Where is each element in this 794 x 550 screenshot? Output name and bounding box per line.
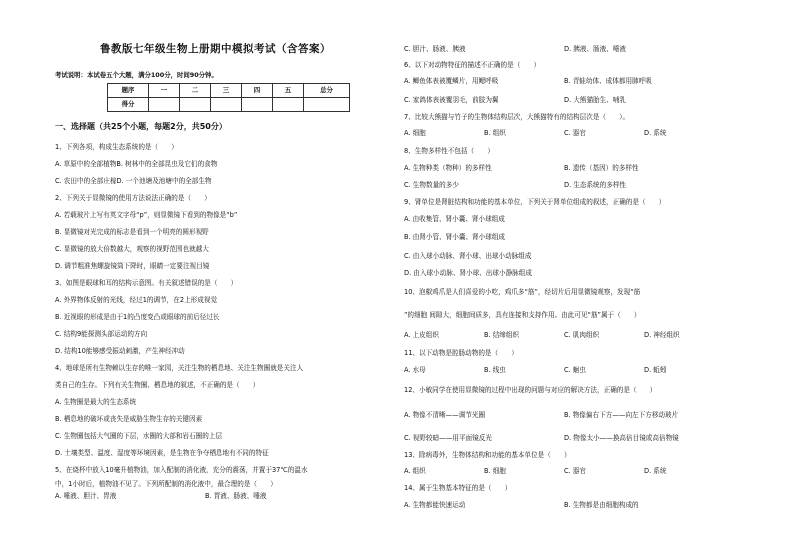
question-line: A. 由收集管、肾小囊、肾小球组成	[404, 215, 505, 223]
score-cell[interactable]	[242, 98, 273, 112]
q8-option-b: B. 遗传（基因）的多样性	[564, 164, 639, 172]
score-row-label: 得分	[108, 98, 149, 112]
score-cell[interactable]	[211, 98, 242, 112]
q13-option-c: C. 器官	[564, 467, 586, 475]
q5-option-a: A. 唾液、胆汁、胃液	[55, 492, 117, 500]
question-line: 类自己的生存。下列有关生物圈、栖息地的叙述，不正确的是（ ）	[55, 381, 260, 389]
question-line: 14、属于生物基本特征的是（ ）	[404, 484, 512, 492]
question-line: 5、在烧杯中放入10毫升植物油，加入配制的消化液，充分的震荡，并置于37℃的温水	[55, 466, 308, 474]
q12-option-b: B. 物像偏右下方——向左下方移动玻片	[564, 411, 679, 419]
question-line: 10、泡椒鸡爪是人们喜爱的小吃，鸡爪多“筋”，经切片后用显微镜观察，发现“筋	[404, 288, 641, 296]
question-line: 1、下列各项，构成生态系统的是（ ）	[55, 143, 178, 151]
q12-option-d: D. 物像太小——换高倍目镜或高倍物镜	[564, 434, 679, 442]
question-line: C. 视野较暗——用平面镜反光	[404, 434, 492, 442]
q5-option-c: C. 胆汁、肠液、胰液	[404, 45, 466, 53]
q7-option-c: C. 器官	[564, 129, 586, 137]
question-line: C. 家鸽体表被覆羽毛，前肢为翼	[404, 96, 499, 104]
score-header-cell: 四	[242, 84, 273, 98]
score-cell[interactable]	[273, 98, 304, 112]
question-line: 6、以下对动物特征的描述不正确的是（ ）	[404, 61, 541, 69]
question-line: D. 土壤类型、温度、湿度等环境因素，是生物在争夺栖息地有不同的特征	[55, 449, 269, 457]
question-line: 4、地球是所有生物赖以生存的唯一家园，关注生物的栖息地、关注生物圈就是关注人	[55, 364, 304, 372]
page-title: 鲁教版七年级生物上册期中模拟考试（含答案）	[100, 43, 331, 55]
question-line: C. 农田中的全部庄稼D. 一个池塘及池塘中的全部生物	[55, 177, 212, 185]
question-line: A. 若载玻片上写有英文字母“p”，则显微镜下看到的物像是“b”	[55, 211, 238, 219]
question-line: D. 结构10能够感受振动刺激，产生神经冲动	[55, 347, 185, 355]
section-heading: 一、选择题（共25个小题，每题2分，共50分）	[55, 122, 227, 131]
q11-option-b: B. 线虫	[484, 366, 506, 374]
score-header-cell: 一	[149, 84, 180, 98]
score-cell[interactable]	[180, 98, 211, 112]
score-header-cell: 总分	[304, 84, 350, 98]
score-header-cell: 题序	[108, 84, 149, 98]
question-line: 11、以下动物是腔肠动物的是（ ）	[404, 349, 518, 357]
q10-option-b: B. 结缔组织	[484, 331, 520, 339]
q6-option-b: B. 青蛙幼体、成体都用肺呼吸	[564, 77, 652, 85]
score-header-cell: 五	[273, 84, 304, 98]
question-line: A. 外界物体反射的光线，经过1的调节，在2上形成视觉	[55, 296, 218, 304]
question-line: D. 由入球小动脉、肾小球、出球小静脉组成	[404, 269, 532, 277]
question-line: C. 生物圈包括大气圈的下层，水圈的大部和岩石圈的上层	[55, 432, 223, 440]
q13-option-b: B. 细胞	[484, 467, 506, 475]
question-line: 中，1小时后，植物油不见了。下列所配制的消化液中，最合理的是（ ）	[55, 480, 277, 488]
question-line: C. 生物数量的多少	[404, 181, 459, 189]
question-line: 9、肾单位是肾脏结构和功能的基本单位，下列关于肾单位组成的叙述，正确的是（ ）	[404, 198, 666, 206]
score-cell[interactable]	[304, 98, 350, 112]
q7-option-d: D. 系统	[644, 129, 667, 137]
question-line: A. 生物种类（物种）的多样性	[404, 164, 492, 172]
q10-option-c: C. 肌肉组织	[564, 331, 600, 339]
q8-option-d: D. 生态系统的多样性	[564, 181, 627, 189]
q14-option-b: B. 生物都是由细胞构成的	[564, 501, 639, 509]
question-line: B. 近视眼的形成是由于1的凸度变凸或眼球的前后径过长	[55, 313, 220, 321]
question-line: 13、除病毒外，生物体结构和功能的基本单位是（ ）	[404, 451, 571, 459]
question-line: C. 由入球小动脉、肾小球、出球小动脉组成	[404, 252, 532, 260]
question-line: A. 草原中的全部植物B. 树林中的全部昆虫及它们的食物	[55, 160, 218, 168]
q5-option-b: B. 胃液、肠液、唾液	[205, 492, 267, 500]
question-line: A. 上皮组织	[404, 331, 439, 339]
question-line: A. 生物圈是最大的生态系统	[55, 398, 137, 406]
question-line: A. 鲫鱼体表被覆鳞片，用鳃呼吸	[404, 77, 499, 85]
question-line: 12、小敏同学在使用显微镜的过程中出现的问题与对应的解决方法，正确的是（ ）	[404, 386, 657, 394]
q11-option-c: C. 蛔虫	[564, 366, 586, 374]
score-table-score-row	[108, 98, 350, 112]
question-line: C. 显微镜的放大倍数越大，观察的视野范围也就越大	[55, 245, 209, 253]
question-line: A. 生物都能快速运动	[404, 501, 466, 509]
q6-option-d: D. 大熊猫胎生、哺乳	[564, 96, 627, 104]
question-line: A. 物像不清晰——调节光圈	[404, 411, 486, 419]
score-header-cell: 三	[211, 84, 242, 98]
question-line: A. 细胞	[404, 129, 426, 137]
score-cell[interactable]	[149, 98, 180, 112]
score-header-cell: 二	[180, 84, 211, 98]
q7-option-b: B. 组织	[484, 129, 506, 137]
q13-option-d: D. 系统	[644, 467, 667, 475]
question-line: 7、比较大熊猫与竹子的生物体结构层次，大熊猫特有的结构层次是（ ）。	[404, 113, 630, 121]
question-line: B. 由肾小管、肾小囊、肾小球组成	[404, 233, 506, 241]
question-line: A. 组织	[404, 467, 426, 475]
score-table	[107, 83, 350, 112]
question-line: ”的细胞 间隙大，细胞间质多，具有连接和支持作用。由此可见“筋”属于（ ）	[404, 311, 641, 319]
q5-option-d: D. 胰液、肠液、唾液	[564, 45, 627, 53]
exam-note: 考试说明：本试卷五个大题，满分100分，时间90分钟。	[55, 71, 218, 79]
question-line: C. 结构9能探测头部运动的方向	[55, 330, 148, 338]
question-line: B. 显微镜对光完成的标志是看到一个明亮的圆形视野	[55, 228, 209, 236]
question-line: A. 水母	[404, 366, 426, 374]
question-line: 8、生物多样性不包括（ ）	[404, 147, 494, 155]
question-line: D. 调节粗准焦螺旋镜筒下降时，眼睛一定要注视目镜	[55, 262, 210, 270]
question-line: 2、下列关于显微镜的使用方法说法正确的是（ ）	[55, 194, 211, 202]
q10-option-d: D. 神经组织	[644, 331, 680, 339]
q11-option-d: D. 蚯蚓	[644, 366, 667, 374]
question-line: B. 栖息地的破坏或丧失是威胁生物生存的关键因素	[55, 415, 203, 423]
question-line: 3、如图是眼球和耳的结构示意图。有关叙述错误的是（ ）	[55, 279, 238, 287]
score-table-header-row	[108, 84, 350, 98]
